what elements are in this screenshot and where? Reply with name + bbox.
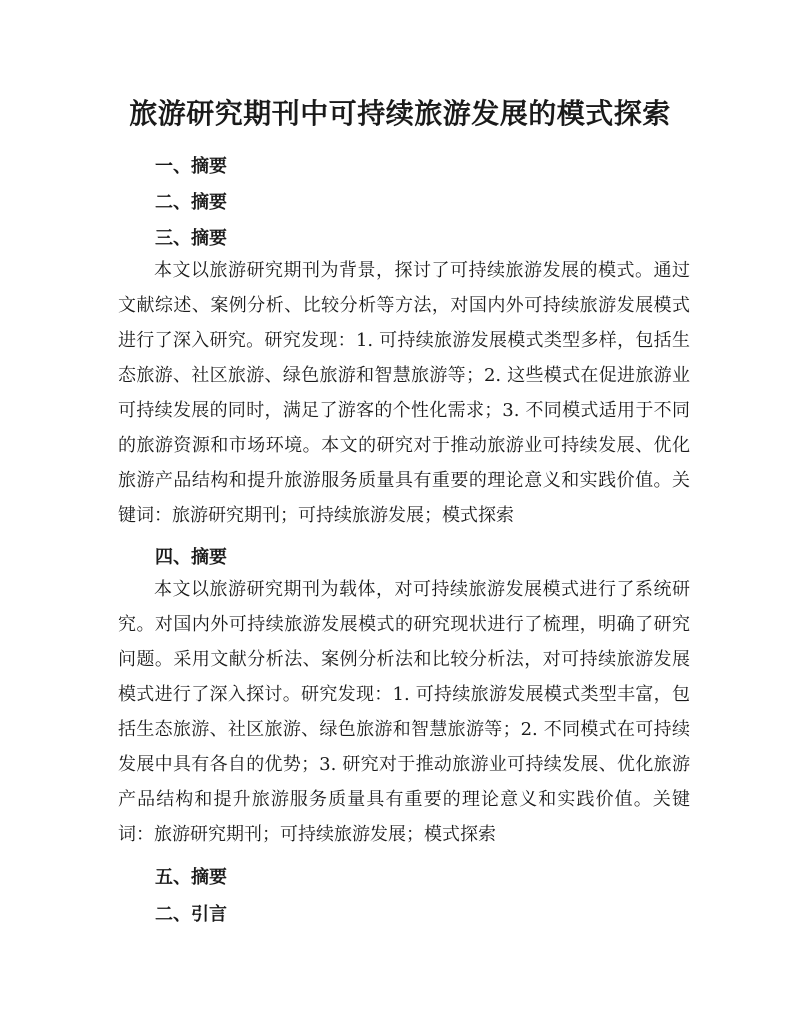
section-heading-4: 四、摘要	[155, 547, 227, 568]
section-heading-5: 五、摘要	[155, 867, 227, 888]
abstract-paragraph-1: 本文以旅游研究期刊为背景，探讨了可持续旅游发展的模式。通过文献综述、案例分析、比较分析等方法，对国内外可持续旅游发展模式进行了深入研究。研究发现：1. 可持续旅游发展模式类型多样，包括生态旅游、社区旅游、绿色旅游和智慧旅游等；2. 这些模式在促进旅游业可持续发展的同时，满足了游客的个性化需求；3. 不同模式适用于不同的旅游资源和市场环境。本文的研究对于推动旅游业可持续发展、优化旅游产品结构和提升旅游服务质量具有重要的理论意义和实践价值。关键词：旅游研究期刊；可持续旅游发展；模式探索	[118, 260, 690, 526]
document-title: 旅游研究期刊中可持续旅游发展的模式探索	[129, 97, 671, 130]
section-heading-1: 一、摘要	[155, 156, 227, 177]
abstract-paragraph-2: 本文以旅游研究期刊为载体，对可持续旅游发展模式进行了系统研究。对国内外可持续旅游发展模式的研究现状进行了梳理，明确了研究问题。采用文献分析法、案例分析法和比较分析法，对可持续旅游发展模式进行了深入探讨。研究发现：1. 可持续旅游发展模式类型丰富，包括生态旅游、社区旅游、绿色旅游和智慧旅游等；2. 不同模式在可持续发展中具有各自的优势；3. 研究对于推动旅游业可持续发展、优化旅游产品结构和提升旅游服务质量具有重要的理论意义和实践价值。关键词：旅游研究期刊；可持续旅游发展；模式探索	[118, 579, 690, 845]
section-heading-2: 二、摘要	[155, 192, 227, 213]
section-heading-3: 三、摘要	[155, 228, 227, 249]
section-heading-introduction: 二、引言	[155, 904, 227, 925]
